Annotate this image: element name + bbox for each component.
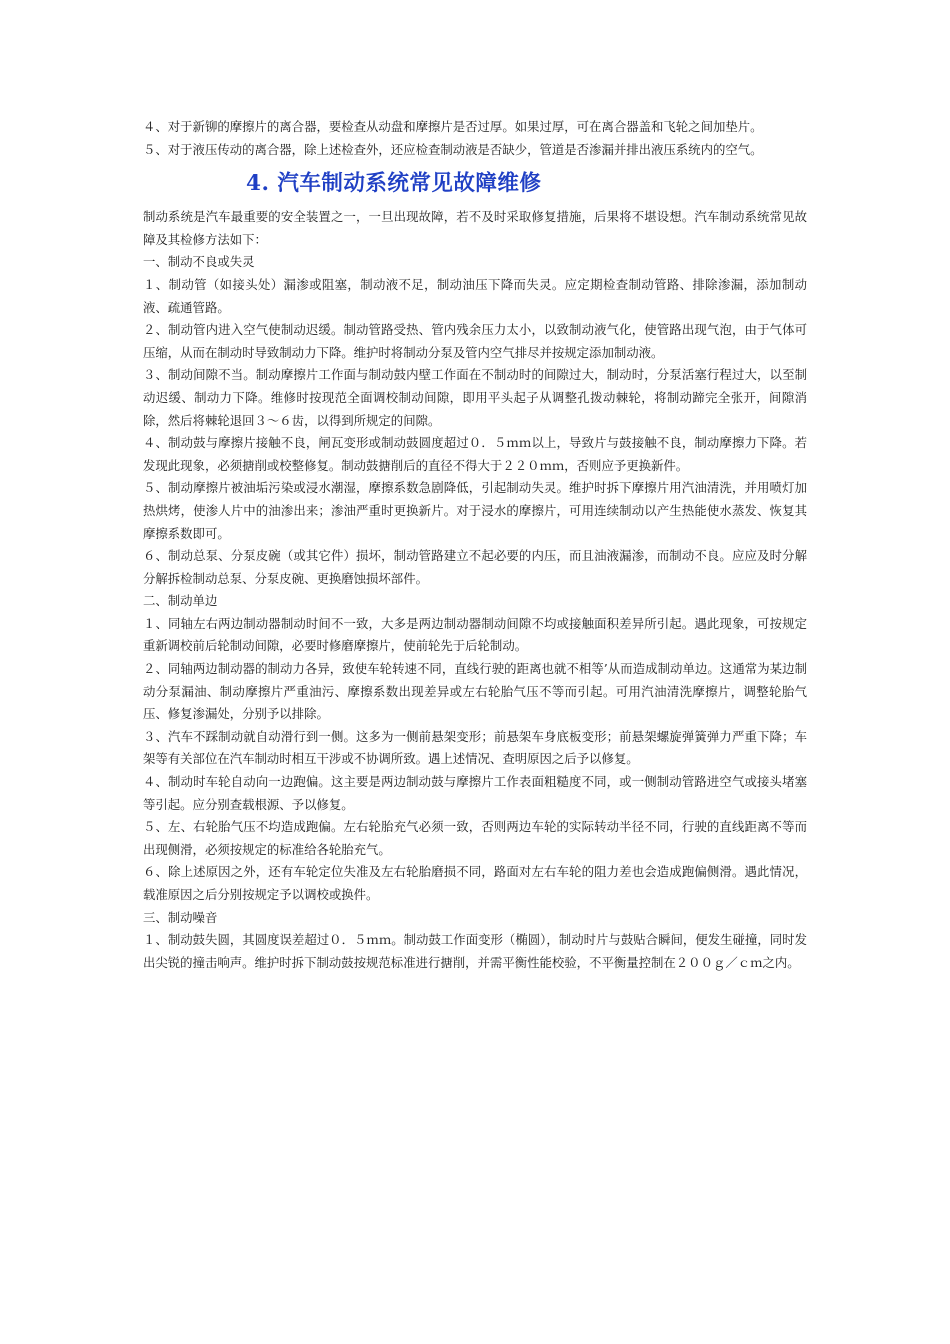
paragraph-pull-2: ２、同轴两边制动器的制动力各异，致使车轮转速不同，直线行驶的距离也就不相等’从而造成制动单边。这通常为某边制动分泵漏油、制动摩擦片严重油污、摩擦系数出现差异或左右轮胎气压不等而引起。可用汽油清洗摩擦片，调整轮胎气压、修复渗漏处，分别予以排除。 (143, 661, 807, 722)
paragraph-failure-4: ４、制动鼓与摩擦片接触不良，闸瓦变形或制动鼓圆度超过０．５ｍｍ以上，导致片与鼓接触不良，制动摩擦力下降。若发现此现象，必须搪削或校整修复。制动鼓搪削后的直径不得大于２２０ｍｍ，否则应予更换新件。 (143, 435, 807, 473)
paragraph-pull-6: ６、除上述原因之外，还有车轮定位失准及左右轮胎磨损不同，路面对左右车轮的阻力差也会造成跑偏侧滑。遇此情况，载准原因之后分别按规定予以调校或换件。 (143, 864, 807, 902)
paragraph-pull-1: １、同轴左右两边制动器制动时间不一致，大多是两边制动器制动间隙不均或接触面积差异所引起。遇此现象，可按规定重新调校前后轮制动间隙，必要时修磨摩擦片，使前轮先于后轮制动。 (143, 615, 807, 654)
section-heading: 4. 汽车制动系统常见故障维修 (246, 171, 542, 197)
paragraph-pull-5: ５、左、右轮胎气压不均造成跑偏。左右轮胎充气必须一致，否则两边车轮的实际转动半径不同，行驶的直线距离不等而出现侧滑，必须按规定的标准给各轮胎充气。 (143, 819, 807, 857)
document-page (143, 116, 807, 974)
paragraph-failure-5: ５、制动摩擦片被油垢污染或浸水潮湿，摩擦系数急剧降低，引起制动失灵。维护时拆下摩擦片用汽油清洗，并用喷灯加热烘烤，使渗人片中的油渗出来；渗油严重时更换新片。对于浸水的摩擦片，可用连续制动以产生热能使水蒸发、恢复其摩擦系数即可。 (143, 480, 807, 541)
subheading-brake-noise: 三、制动噪音 (143, 909, 218, 925)
paragraph-pull-4: ４、制动时车轮自动向一边跑偏。这主要是两边制动鼓与摩擦片工作表面粗糙度不同，或一侧制动管路进空气或接头堵塞等引起。应分别查载根源、予以修复。 (143, 774, 807, 812)
paragraph-pull-3: ３、汽车不踩制动就自动滑行到一侧。这多为一侧前悬架变形；前悬架车身底板变形；前悬架螺旋弹簧弹力严重下降；车架等有关部位在汽车制动时相互干涉或不协调所致。遇上述情况、查明原因之后予以修复。 (143, 728, 807, 767)
paragraph-noise-1: １、制动鼓失圆，其圆度误差超过０．５ｍｍ。制动鼓工作面变形（椭圆），制动时片与鼓贴合瞬间，便发生碰撞，同时发出尖锐的撞击响声。维护时拆下制动鼓按规范标准进行搪削，并需平衡性能校验，不平衡量控制在２００ｇ／ｃｍ之内。 (143, 932, 807, 970)
paragraph-clutch-item-5: ５、对于液压传动的离合器，除上述检查外，还应检查制动液是否缺少，管道是否渗漏并排出液压系统内的空气。 (143, 141, 763, 157)
paragraph-clutch-item-4: ４、对于新铆的摩擦片的离合器，要检查从动盘和摩擦片是否过厚。如果过厚，可在离合器盖和飞轮之间加垫片。 (143, 119, 763, 134)
paragraph-failure-1: １、制动管（如接头处）漏渗或阻塞，制动液不足，制动油压下降而失灵。应定期检查制动管路、排除渗漏，添加制动液、疏通管路。 (143, 276, 807, 315)
paragraph-intro: 制动系统是汽车最重要的安全装置之一，一旦出现故障，若不及时采取修复措施，后果将不堪设想。汽车制动系统常见故障及其检修方法如下： (143, 209, 807, 247)
paragraph-failure-2: ２、制动管内进入空气使制动迟缓。制动管路受热、管内残余压力太小，以致制动液气化，使管路出现气泡，由于气体可压缩，从而在制动时导致制动力下降。维护时将制动分泵及管内空气排尽并按规定添加制动液。 (143, 322, 807, 360)
subheading-brake-pull: 二、制动单边 (143, 593, 218, 609)
subheading-brake-failure: 一、制动不良或失灵 (143, 254, 255, 270)
paragraph-failure-6: ６、制动总泵、分泵皮碗（或其它件）损坏，制动管路建立不起必要的内压，而且油液漏渗，而制动不良。应应及时分解分解拆检制动总泵、分泵皮碗、更换磨蚀损坏部件。 (143, 548, 807, 586)
paragraph-failure-3: ３、制动间隙不当。制动摩擦片工作面与制动鼓内壁工作面在不制动时的间隙过大，制动时，分泵活塞行程过大，以至制动迟缓、制动力下降。维修时按现范全面调校制动间隙，即用平头起子从调整孔拨动棘轮，将制动蹄完全张开，间隙消除，然后将棘轮退回３～６齿，以得到所规定的间隙。 (143, 367, 807, 428)
